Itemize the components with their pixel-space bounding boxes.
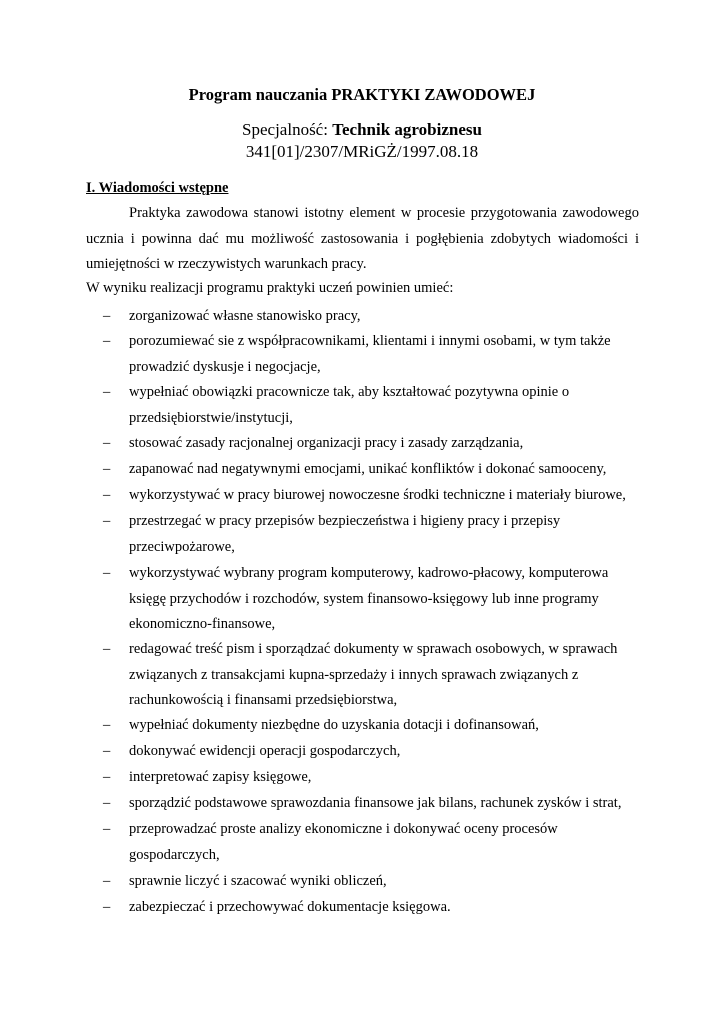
list-item-text: wykorzystywać wybrany program komputerowy, kadrowo-płacowy, komputerowa księgę przychodów i rozchodów, system finansowo-księgowy lub inne programy ekonomiczno-finansowe, — [129, 565, 609, 632]
dash-bullet: – — [103, 873, 111, 889]
section-heading: I. Wiadomości wstępne — [86, 180, 229, 196]
dash-bullet: – — [103, 795, 111, 811]
specialty-label: Specjalność: — [242, 120, 328, 139]
dash-bullet: – — [103, 435, 111, 451]
intro-text: Praktyka zawodowa stanowi istotny element w procesie przygotowania zawodowego ucznia i powinna dać mu możliwość zastosowania i pogłębienia zdobytych wiadomości i umiejętności w rzeczywistych warunkach pracy. — [86, 205, 639, 272]
list-item-text: interpretować zapisy księgowe, — [129, 769, 312, 785]
lead-sentence: W wyniku realizacji programu praktyki uczeń powinien umieć: — [86, 280, 454, 296]
list-item-text: wypełniać obowiązki pracownicze tak, aby kształtować pozytywna opinie o przedsiębiorstwie/instytucji, — [129, 384, 570, 426]
list-item-text: wykorzystywać w pracy biurowej nowoczesne środki techniczne i materiały biurowe, — [129, 487, 626, 503]
list-item-text: dokonywać ewidencji operacji gospodarczych, — [129, 743, 401, 759]
dash-bullet: – — [103, 717, 111, 733]
list-item-text: wypełniać dokumenty niezbędne do uzyskania dotacji i dofinansowań, — [129, 717, 539, 733]
dash-bullet: – — [103, 384, 111, 400]
document-title: Program nauczania PRAKTYKI ZAWODOWEJ — [188, 85, 536, 104]
dash-bullet: – — [103, 487, 111, 503]
dash-bullet: – — [103, 333, 111, 349]
dash-bullet: – — [103, 513, 111, 529]
dash-bullet: – — [103, 565, 111, 581]
dash-bullet: – — [103, 461, 111, 477]
list-item-text: stosować zasady racjonalnej organizacji pracy i zasady zarządzania, — [129, 435, 524, 451]
list-item-text: porozumiewać sie z współpracownikami, klientami i innymi osobami, w tym także prowadzić dyskusje i negocjacje, — [129, 333, 611, 375]
intro-paragraph — [86, 201, 639, 278]
specialty-line — [0, 119, 724, 141]
dash-bullet: – — [103, 769, 111, 785]
list-item-text: sprawnie liczyć i szacować wyniki obliczeń, — [129, 873, 387, 889]
dash-bullet: – — [103, 899, 111, 915]
dash-bullet: – — [103, 641, 111, 657]
list-item-text: redagować treść pism i sporządzać dokumenty w sprawach osobowych, w sprawach związanych z transakcjami kupna-sprzedaży i innych sprawach związanych z rachunkowością i finansami przedsiębiorstwa, — [129, 641, 618, 708]
list-item-text: przeprowadzać proste analizy ekonomiczne i dokonywać oceny procesów gospodarczych, — [129, 821, 558, 863]
specialty-name: Technik agrobiznesu — [332, 120, 482, 139]
list-item-text: zorganizować własne stanowisko pracy, — [129, 308, 361, 324]
dash-bullet: – — [103, 821, 111, 837]
dash-bullet: – — [103, 743, 111, 759]
dash-bullet: – — [103, 308, 111, 324]
list-item-text: zapanować nad negatywnymi emocjami, unikać konfliktów i dokonać samooceny, — [129, 461, 607, 477]
specialty-code: 341[01]/2307/MRiGŻ/1997.08.18 — [245, 142, 479, 161]
list-item-text: sporządzić podstawowe sprawozdania finansowe jak bilans, rachunek zysków i strat, — [129, 795, 622, 811]
list-item-text: zabezpieczać i przechowywać dokumentacje księgowa. — [129, 899, 451, 915]
list-item-text: przestrzegać w pracy przepisów bezpieczeństwa i higieny pracy i przepisy przeciwpożarowe, — [129, 513, 561, 555]
